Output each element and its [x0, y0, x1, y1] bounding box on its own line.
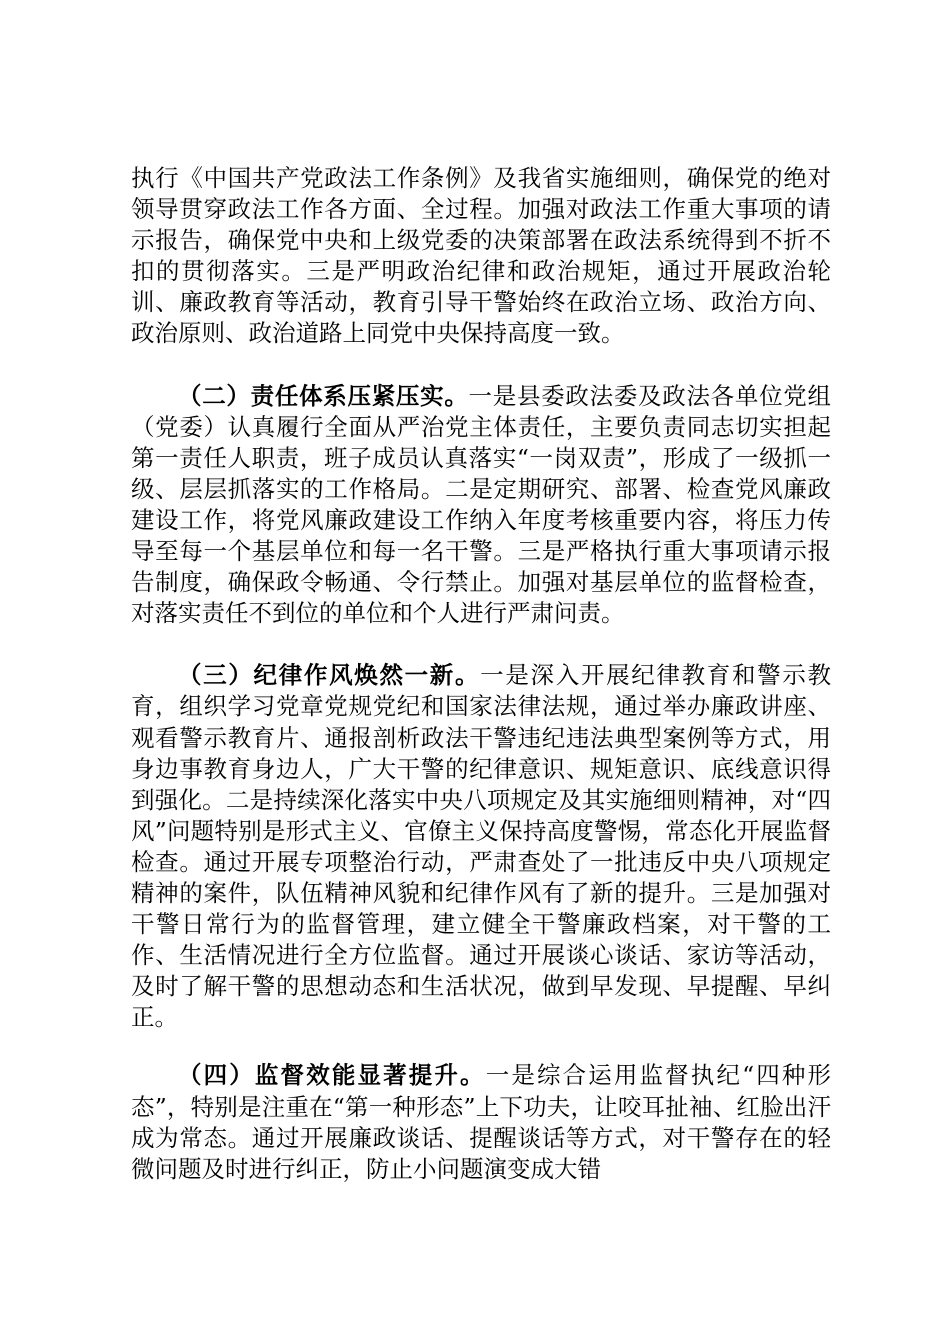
- paragraph-2-text: 一是县委政法委及政法各单位党组（党委）认真履行全面从严治党主体责任，主要负责同志切实担起第一责任人职责，班子成员认真落实“一岗双责”，形成了一级抓一级、层层抓落实的工作格局。二是定期研究、部署、检查党风廉政建设工作，将党风廉政建设工作纳入年度考核重要内容，将压力传导至每一个基层单位和每一名干警。三是严格执行重大事项请示报告制度，确保政令畅通、令行禁止。加强对基层单位的监督检查，对落实责任不到位的单位和个人进行严肃问责。: [131, 381, 832, 628]
- section-heading-4: （四）监督效能显著提升。: [178, 1061, 486, 1090]
- paragraph-4: [131, 1060, 831, 1184]
- document-body: [131, 163, 831, 1185]
- paragraph-3-text: 一是深入开展纪律教育和警示教育，组织学习党章党规党纪和国家法律法规，通过举办廉政讲座、观看警示教育片、通报剖析政法干警违纪违法典型案例等方式，用身边事教育身边人，广大干警的纪律意识、规矩意识、底线意识得到强化。二是持续深化落实中央八项规定及其实施细则精神，对“四风”问题特别是形式主义、官僚主义保持高度警惕，常态化开展监督检查。通过开展专项整治行动，严肃查处了一批违反中央八项规定精神的案件，队伍精神风貌和纪律作风有了新的提升。三是加强对干警日常行为的监督管理，建立健全干警廉政档案，对干警的工作、生活情况进行全方位监督。通过开展谈心谈话、家访等活动，及时了解干警的思想动态和生活状况，做到早发现、早提醒、早纠正。: [131, 661, 832, 1032]
- paragraph-gap: [131, 629, 831, 660]
- paragraph-gap: [131, 350, 831, 381]
- section-heading-3: （三）纪律作风焕然一新。: [178, 661, 481, 690]
- section-heading-2: （二）责任体系压紧压实。: [178, 381, 469, 410]
- paragraph-1: [131, 163, 831, 350]
- paragraph-1-text: 执行《中国共产党政法工作条例》及我省实施细则，确保党的绝对领导贯穿政法工作各方面、全过程。加强对政法工作重大事项的请示报告，确保党中央和上级党委的决策部署在政法系统得到不折不扣的贯彻落实。三是严明政治纪律和政治规矩，通过开展政治轮训、廉政教育等活动，教育引导干警始终在政治立场、政治方向、政治原则、政治道路上同党中央保持高度一致。: [131, 164, 831, 348]
- paragraph-3: [131, 660, 831, 1033]
- paragraph-2: [131, 381, 831, 630]
- paragraph-4-text: 一是综合运用监督执纪“四种形态”，特别是注重在“第一种形态”上下功夫，让咬耳扯袖、红脸出汗成为常态。通过开展廉政谈话、提醒谈话等方式，对干警存在的轻微问题及时进行纠正，防止小问题演变成大错: [131, 1061, 832, 1183]
- paragraph-gap: [131, 1033, 831, 1060]
